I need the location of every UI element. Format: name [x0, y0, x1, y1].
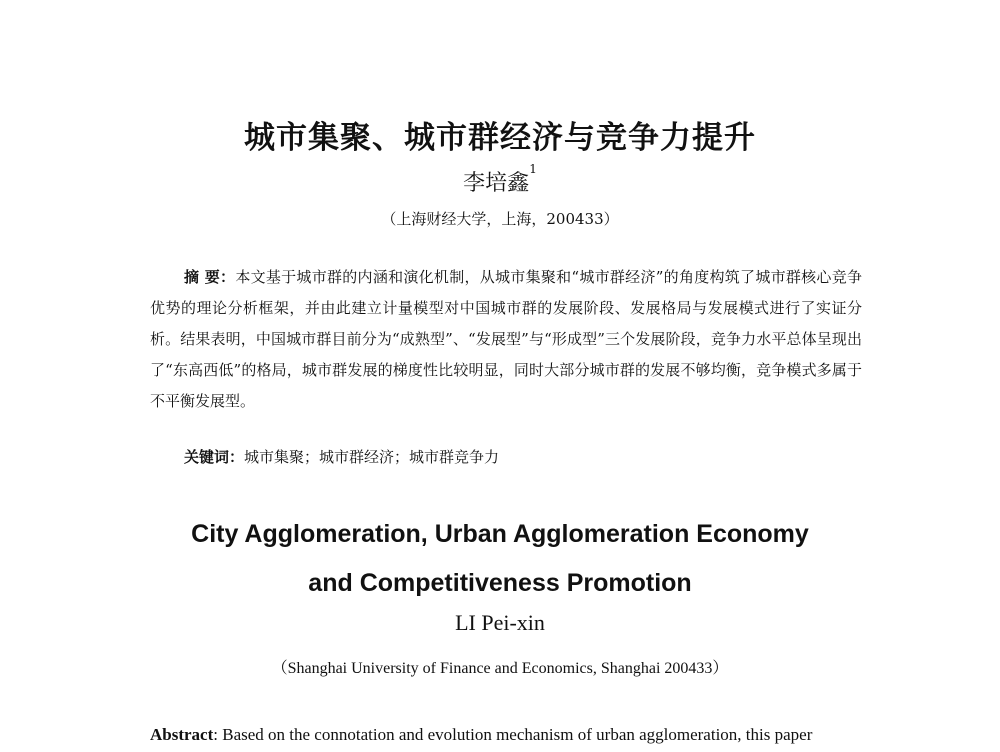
chinese-affiliation: （上海财经大学，上海，200433）: [381, 210, 619, 228]
chinese-abstract: [150, 262, 862, 417]
chinese-abstract-label: 摘 要：: [184, 268, 236, 286]
author-footnote-marker: 1: [529, 162, 537, 176]
chinese-author: [0, 162, 1000, 197]
chinese-keywords-text: 城市集聚；城市群经济；城市群竞争力: [244, 448, 500, 466]
chinese-title: 城市集聚、城市群经济与竞争力提升: [244, 120, 756, 156]
chinese-abstract-text: 本文基于城市群的内涵和演化机制，从城市集聚和“城市群经济”的角度构筑了城市群核心竞争优势的理论分析框架，并由此建立计量模型对中国城市群的发展阶段、发展格局与发展模式进行了实证分析。结果表明，中国城市群目前分为“成熟型”、“发展型”与“形成型”三个发展阶段，竞争力水平总体呈现出了“东高西低”的格局，城市群发展的梯度性比较明显，同时大部分城市群的发展不够均衡，竞争模式多属于不平衡发展型。: [150, 268, 862, 410]
chinese-keywords-label: 关键词：: [184, 448, 245, 466]
chinese-keywords: [184, 442, 864, 473]
english-abstract-text: : Based on the connotation and evolution mechanism of urban agglomeration, this paper: [213, 725, 813, 744]
english-title: [0, 510, 1000, 608]
english-affiliation: （Shanghai University of Finance and Economics, Shanghai 200433）: [271, 660, 729, 677]
english-author: LI Pei-xin: [455, 610, 545, 635]
chinese-author-name: 李培鑫: [463, 171, 530, 196]
english-abstract: [150, 722, 870, 748]
english-title-line-2: and Competitiveness Promotion: [308, 569, 692, 597]
english-abstract-label: Abstract: [150, 725, 214, 744]
english-title-line-1: City Agglomeration, Urban Agglomeration Economy: [191, 520, 809, 548]
